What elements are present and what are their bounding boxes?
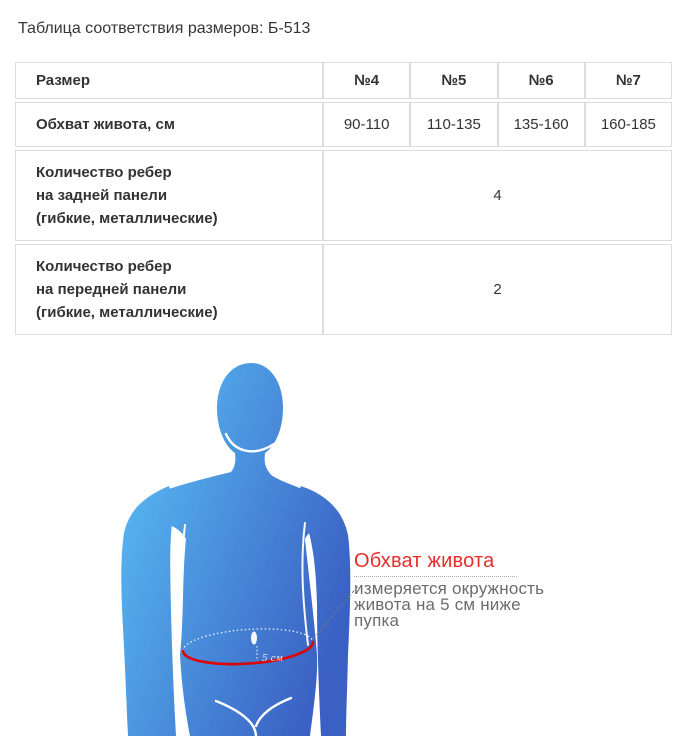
row-label-rear-ribs: Количество ребер на задней панели (гибкие, металлические) — [15, 150, 323, 241]
girth-annotation — [354, 550, 584, 629]
annotation-text-line: измеряется окружность — [354, 579, 545, 598]
front-ribs-value: 2 — [323, 244, 672, 335]
annotation-title: Обхват живота — [354, 550, 495, 572]
girth-value-n7: 160-185 — [585, 102, 672, 147]
rear-ribs-value: 4 — [323, 150, 672, 241]
annotation-dotted-underline — [354, 576, 517, 577]
row-label-front-ribs: Количество ребер на передней панели (гибкие, металлические) — [15, 244, 323, 335]
girth-value-n6: 135-160 — [498, 102, 585, 147]
table-header-row — [15, 62, 672, 99]
annotation-text-line: живота на 5 см ниже — [354, 595, 521, 614]
measure-label: 5 см — [262, 654, 284, 664]
page-title: Таблица соответствия размеров: Б-513 — [18, 20, 311, 37]
header-cell-n6: №6 — [498, 62, 585, 99]
torso-silhouette-svg — [105, 355, 365, 736]
girth-value-n4: 90-110 — [323, 102, 410, 147]
annotation-text-line: пупка — [354, 611, 400, 630]
size-table — [15, 59, 672, 338]
navel-icon — [251, 632, 257, 645]
girth-value-n5: 110-135 — [410, 102, 497, 147]
header-cell-n7: №7 — [585, 62, 672, 99]
header-cell-n5: №5 — [410, 62, 497, 99]
table-row-girth — [15, 102, 672, 147]
table-row-front-ribs — [15, 244, 672, 335]
torso-measurement-figure — [105, 355, 365, 736]
header-cell-n4: №4 — [323, 62, 410, 99]
row-label-girth: Обхват живота, см — [15, 102, 323, 147]
table-row-rear-ribs — [15, 150, 672, 241]
header-cell-size: Размер — [15, 62, 323, 99]
